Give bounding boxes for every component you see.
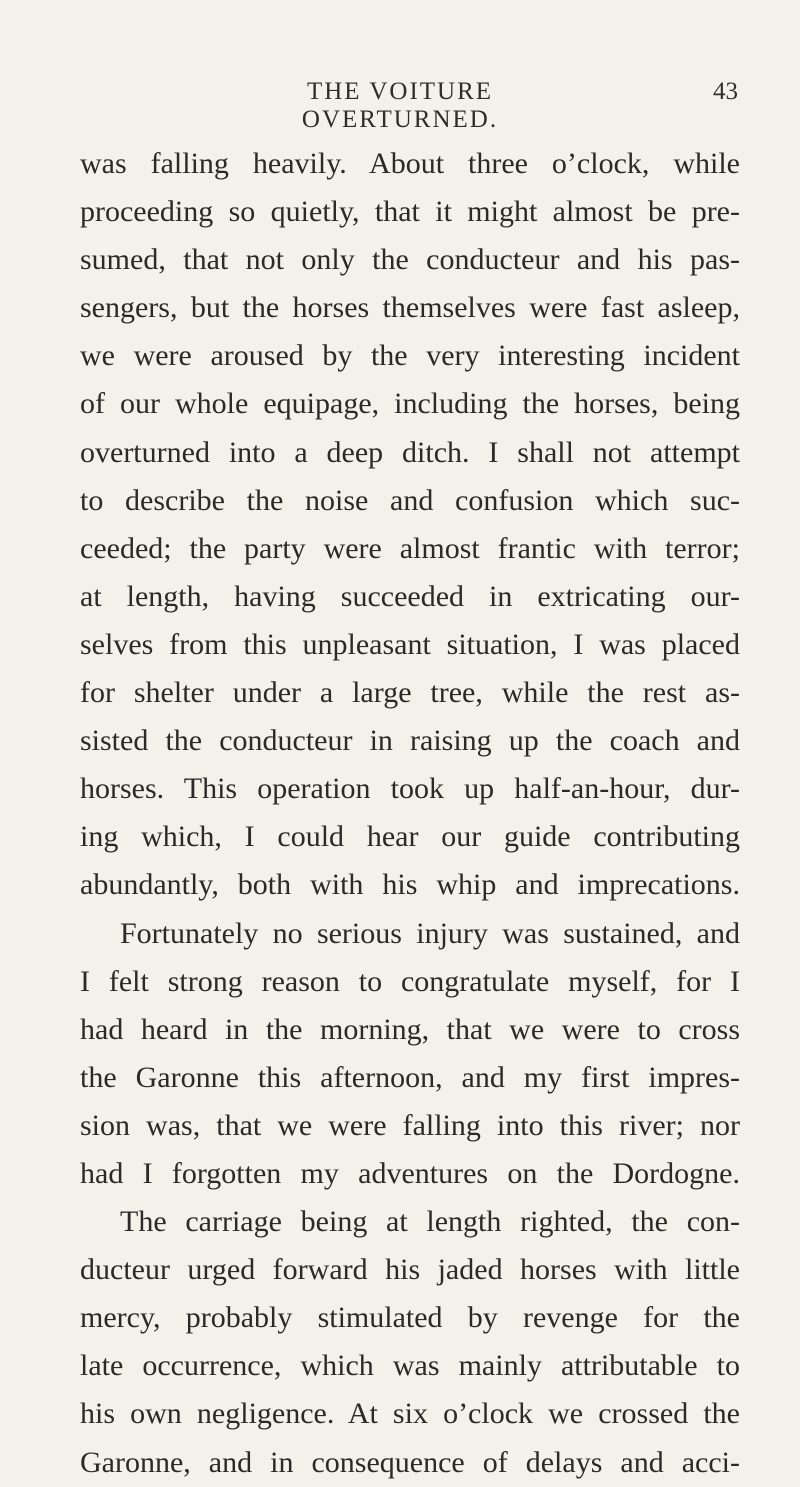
text-line: his own negligence. At six o’clock we crossed the [80, 1397, 740, 1431]
text-line: sumed, that not only the conducteur and his pas- [80, 243, 740, 277]
text-line: for shelter under a large tree, while the rest as- [80, 676, 740, 710]
text-line: of our whole equipage, including the horses, being [80, 387, 740, 421]
text-line: sisted the conducteur in raising up the coach and [80, 724, 740, 758]
text-line: had I forgotten my adventures on the Dordogne. [80, 1156, 740, 1190]
running-head: THE VOITURE OVERTURNED. [301, 78, 499, 133]
text-line: abundantly, both with his whip and imprecations. [80, 868, 740, 902]
text-line: proceeding so quietly, that it might almost be pre- [80, 195, 740, 229]
text-line: sengers, but the horses themselves were fast asleep, [80, 291, 740, 325]
text-line: mercy, probably stimulated by revenge for the [80, 1301, 740, 1335]
text-line: horses. This operation took up half-an-hour, dur- [80, 772, 740, 806]
text-line: was falling heavily. About three o’clock, while [80, 147, 740, 180]
paragraph-start-line: The carriage being at length righted, the con- [120, 1205, 740, 1239]
text-line: at length, having succeeded in extricating our- [80, 579, 740, 613]
text-line: late occurrence, which was mainly attributable to [80, 1349, 740, 1383]
text-line: we were aroused by the very interesting incident [80, 339, 740, 373]
page-number: 43 [713, 78, 738, 105]
text-line: to describe the noise and confusion which suc- [80, 483, 740, 517]
text-line: ceeded; the party were almost frantic with terror; [80, 531, 740, 565]
text-line: ing which, I could hear our guide contributing [80, 820, 740, 854]
text-line: overturned into a deep ditch. I shall not attempt [80, 435, 740, 469]
text-line: sion was, that we were falling into this river; nor [80, 1108, 740, 1142]
text-line: the Garonne this afternoon, and my first impres- [80, 1060, 740, 1094]
text-line: had heard in the morning, that we were to cross [80, 1012, 740, 1046]
text-line: Garonne, and in consequence of delays and acci- [80, 1445, 740, 1479]
text-line: ducteur urged forward his jaded horses with little [80, 1253, 740, 1287]
body-text [80, 140, 740, 1487]
text-line: selves from this unpleasant situation, I was placed [80, 627, 740, 661]
text-line: I felt strong reason to congratulate myself, for I [80, 964, 740, 998]
paragraph-start-line: Fortunately no serious injury was sustained, and [120, 916, 740, 950]
